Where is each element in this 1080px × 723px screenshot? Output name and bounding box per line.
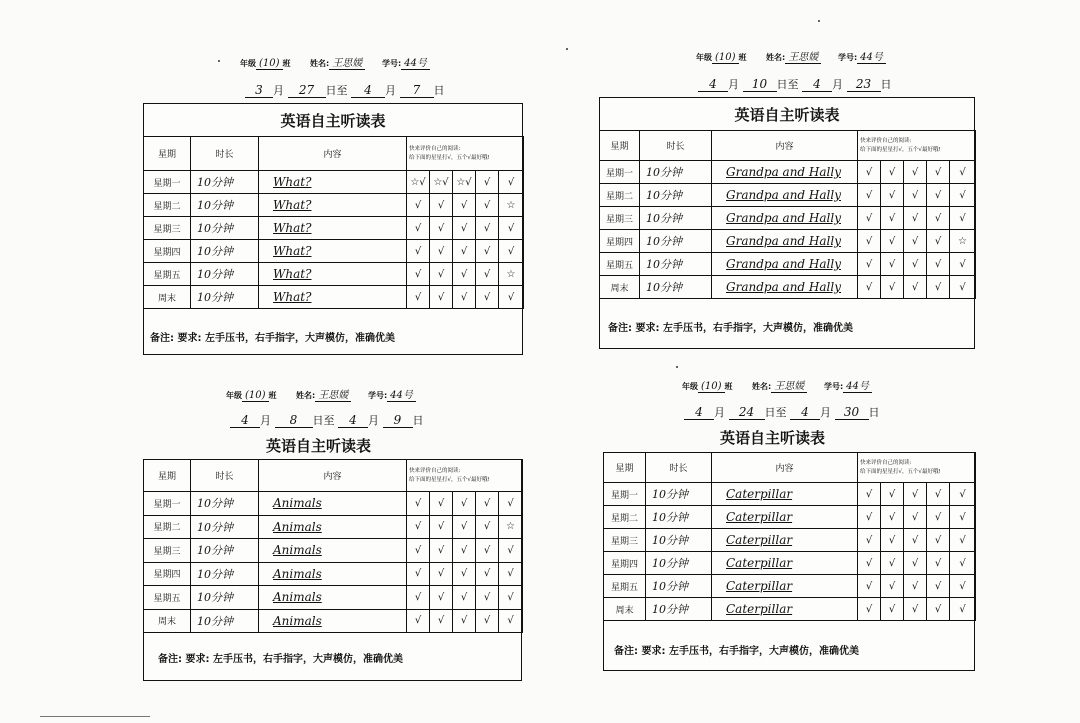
star-check-cell: √ bbox=[499, 586, 523, 610]
duration-cell: 10分钟 bbox=[191, 171, 259, 194]
col-content-header: 内容 bbox=[712, 453, 858, 483]
table-row bbox=[600, 161, 976, 184]
star-check-cell: √ bbox=[904, 529, 927, 552]
star-check-cell: √ bbox=[904, 598, 927, 621]
star-check-cell: √ bbox=[430, 492, 453, 516]
star-check-cell: √ bbox=[927, 506, 950, 529]
star-check-cell: √ bbox=[407, 194, 430, 217]
star-check-cell: √ bbox=[430, 217, 453, 240]
duration-cell: 10分钟 bbox=[191, 492, 259, 516]
star-check-cell: √ bbox=[881, 506, 904, 529]
self-rating-header: 快来评价自己的阅读: 给下面的星星打√，五个√最好哦! bbox=[407, 460, 523, 492]
log-table bbox=[143, 136, 524, 309]
table-title: 英语自主听读表 bbox=[720, 429, 826, 447]
weekday-cell: 星期一 bbox=[600, 161, 640, 184]
star-check-cell: √ bbox=[430, 515, 453, 539]
star-check-cell: ☆√ bbox=[407, 171, 430, 194]
content-cell: Caterpillar bbox=[712, 483, 858, 506]
star-check-cell: √ bbox=[950, 483, 976, 506]
content-cell: Animals bbox=[259, 586, 407, 610]
star-check-cell: √ bbox=[453, 562, 476, 586]
table-row bbox=[144, 263, 524, 286]
star-check-cell: √ bbox=[858, 575, 881, 598]
date-range: 4 月 24 日至 4 月 30 日 bbox=[684, 404, 880, 420]
col-content-header: 内容 bbox=[259, 460, 407, 492]
content-cell: Animals bbox=[259, 492, 407, 516]
star-check-cell: √ bbox=[430, 562, 453, 586]
content-cell: What? bbox=[259, 194, 407, 217]
content-cell: Grandpa and Hally bbox=[712, 276, 858, 299]
col-day-header: 星期 bbox=[600, 131, 640, 161]
duration-cell: 10分钟 bbox=[640, 276, 712, 299]
star-check-cell: √ bbox=[407, 539, 430, 563]
star-check-cell: √ bbox=[430, 609, 453, 633]
weekday-cell: 星期三 bbox=[144, 539, 191, 563]
weekday-cell: 星期四 bbox=[604, 552, 646, 575]
col-duration-header: 时长 bbox=[646, 453, 712, 483]
star-check-cell: √ bbox=[453, 217, 476, 240]
weekday-cell: 星期二 bbox=[144, 194, 191, 217]
star-check-cell: √ bbox=[858, 253, 881, 276]
star-check-cell: √ bbox=[499, 240, 524, 263]
star-check-cell: √ bbox=[453, 586, 476, 610]
star-check-cell: √ bbox=[453, 194, 476, 217]
col-content-header: 内容 bbox=[259, 137, 407, 171]
star-check-cell: √ bbox=[858, 506, 881, 529]
scan-speck bbox=[566, 48, 568, 50]
star-check-cell: √ bbox=[858, 230, 881, 253]
weekday-cell: 周末 bbox=[144, 286, 191, 309]
star-check-cell: √ bbox=[476, 217, 499, 240]
star-check-cell: √ bbox=[904, 552, 927, 575]
star-check-cell: √ bbox=[881, 483, 904, 506]
log-table bbox=[143, 459, 523, 633]
student-info-line: 年级 (10) 班 姓名: 王思媛 学号: 44号 bbox=[696, 48, 886, 63]
col-duration-header: 时长 bbox=[191, 460, 259, 492]
content-cell: Caterpillar bbox=[712, 506, 858, 529]
star-check-cell: √ bbox=[430, 194, 453, 217]
table-row bbox=[144, 217, 524, 240]
star-check-cell: √ bbox=[927, 184, 950, 207]
star-check-cell: √ bbox=[904, 483, 927, 506]
table-row bbox=[600, 184, 976, 207]
log-rows bbox=[600, 161, 976, 299]
star-check-cell: √ bbox=[950, 161, 976, 184]
duration-cell: 10分钟 bbox=[191, 586, 259, 610]
weekday-cell: 星期一 bbox=[604, 483, 646, 506]
weekday-cell: 星期五 bbox=[144, 263, 191, 286]
star-check-cell: √ bbox=[453, 492, 476, 516]
content-cell: Animals bbox=[259, 539, 407, 563]
table-row bbox=[600, 230, 976, 253]
table-row bbox=[144, 171, 524, 194]
content-cell: Grandpa and Hally bbox=[712, 207, 858, 230]
star-check-cell: √ bbox=[927, 207, 950, 230]
star-check-cell: √ bbox=[407, 609, 430, 633]
star-check-cell: √ bbox=[476, 492, 499, 516]
star-check-cell: √ bbox=[476, 562, 499, 586]
star-check-cell: √ bbox=[430, 240, 453, 263]
star-check-cell: √ bbox=[407, 217, 430, 240]
duration-cell: 10分钟 bbox=[646, 552, 712, 575]
star-check-cell: √ bbox=[453, 609, 476, 633]
log-frame bbox=[143, 459, 522, 681]
duration-cell: 10分钟 bbox=[646, 483, 712, 506]
star-check-cell: √ bbox=[476, 586, 499, 610]
star-check-cell: ☆ bbox=[950, 230, 976, 253]
star-check-cell: √ bbox=[950, 552, 976, 575]
star-check-cell: √ bbox=[476, 539, 499, 563]
table-row bbox=[604, 483, 976, 506]
content-cell: Animals bbox=[259, 562, 407, 586]
table-row bbox=[144, 539, 523, 563]
star-check-cell: √ bbox=[453, 240, 476, 263]
col-duration-header: 时长 bbox=[640, 131, 712, 161]
star-check-cell: √ bbox=[881, 552, 904, 575]
star-check-cell: √ bbox=[904, 575, 927, 598]
content-cell: Caterpillar bbox=[712, 575, 858, 598]
star-check-cell: √ bbox=[950, 207, 976, 230]
star-check-cell: √ bbox=[407, 515, 430, 539]
star-check-cell: √ bbox=[858, 529, 881, 552]
log-table bbox=[603, 452, 976, 621]
star-check-cell: √ bbox=[476, 194, 499, 217]
star-check-cell: √ bbox=[881, 253, 904, 276]
weekday-cell: 星期一 bbox=[144, 171, 191, 194]
content-cell: Grandpa and Hally bbox=[712, 253, 858, 276]
weekday-cell: 周末 bbox=[144, 609, 191, 633]
star-check-cell: √ bbox=[950, 276, 976, 299]
col-content-header: 内容 bbox=[712, 131, 858, 161]
star-check-cell: √ bbox=[858, 598, 881, 621]
weekday-cell: 星期三 bbox=[600, 207, 640, 230]
star-check-cell: √ bbox=[407, 263, 430, 286]
content-cell: Caterpillar bbox=[712, 598, 858, 621]
star-check-cell: √ bbox=[950, 506, 976, 529]
remark-note: 备注: 要求: 左手压书，右手指字，大声模仿，准确优美 bbox=[150, 333, 395, 344]
star-check-cell: √ bbox=[407, 286, 430, 309]
table-row bbox=[600, 207, 976, 230]
star-check-cell: √ bbox=[430, 286, 453, 309]
table-row bbox=[144, 586, 523, 610]
star-check-cell: √ bbox=[499, 539, 523, 563]
content-cell: Caterpillar bbox=[712, 552, 858, 575]
self-rating-header: 快来评价自己的阅读: 给下面的星星打√，五个√最好哦! bbox=[858, 131, 976, 161]
col-day-header: 星期 bbox=[144, 137, 191, 171]
duration-cell: 10分钟 bbox=[191, 194, 259, 217]
table-row bbox=[600, 276, 976, 299]
duration-cell: 10分钟 bbox=[191, 240, 259, 263]
table-title: 英语自主听读表 bbox=[280, 112, 386, 130]
date-range: 3 月 27 日至 4 月 7 日 bbox=[245, 82, 445, 98]
log-table bbox=[599, 130, 976, 299]
content-cell: Grandpa and Hally bbox=[712, 161, 858, 184]
table-row bbox=[144, 240, 524, 263]
scan-speck bbox=[818, 20, 820, 22]
table-row bbox=[604, 506, 976, 529]
duration-cell: 10分钟 bbox=[191, 539, 259, 563]
col-day-header: 星期 bbox=[604, 453, 646, 483]
table-title: 英语自主听读表 bbox=[266, 437, 372, 455]
star-check-cell: √ bbox=[407, 562, 430, 586]
star-check-cell: ☆√ bbox=[453, 171, 476, 194]
star-check-cell: √ bbox=[904, 276, 927, 299]
duration-cell: 10分钟 bbox=[640, 230, 712, 253]
star-check-cell: √ bbox=[430, 263, 453, 286]
duration-cell: 10分钟 bbox=[191, 609, 259, 633]
weekday-cell: 星期三 bbox=[144, 217, 191, 240]
star-check-cell: √ bbox=[453, 286, 476, 309]
star-check-cell: √ bbox=[927, 552, 950, 575]
log-frame bbox=[143, 103, 523, 355]
weekday-cell: 星期五 bbox=[144, 586, 191, 610]
table-row bbox=[144, 562, 523, 586]
duration-cell: 10分钟 bbox=[640, 253, 712, 276]
star-check-cell: √ bbox=[904, 161, 927, 184]
star-check-cell: √ bbox=[476, 609, 499, 633]
star-check-cell: √ bbox=[476, 286, 499, 309]
star-check-cell: √ bbox=[476, 515, 499, 539]
star-check-cell: √ bbox=[927, 529, 950, 552]
table-row bbox=[144, 492, 523, 516]
duration-cell: 10分钟 bbox=[646, 598, 712, 621]
weekday-cell: 周末 bbox=[604, 598, 646, 621]
remark-note: 备注: 要求: 左手压书，右手指字，大声模仿，准确优美 bbox=[608, 323, 853, 334]
table-row bbox=[144, 194, 524, 217]
table-row bbox=[144, 515, 523, 539]
date-range: 4 月 10 日至 4 月 23 日 bbox=[698, 76, 892, 92]
weekday-cell: 星期二 bbox=[600, 184, 640, 207]
star-check-cell: √ bbox=[927, 483, 950, 506]
star-check-cell: √ bbox=[430, 586, 453, 610]
student-info-line: 年级 (10) 班 姓名: 王思媛 学号: 44号 bbox=[682, 377, 872, 392]
weekday-cell: 星期四 bbox=[144, 562, 191, 586]
content-cell: Animals bbox=[259, 515, 407, 539]
star-check-cell: √ bbox=[881, 207, 904, 230]
duration-cell: 10分钟 bbox=[191, 263, 259, 286]
weekday-cell: 星期三 bbox=[604, 529, 646, 552]
star-check-cell: √ bbox=[858, 184, 881, 207]
table-row bbox=[600, 253, 976, 276]
star-check-cell: √ bbox=[904, 253, 927, 276]
star-check-cell: √ bbox=[858, 552, 881, 575]
star-check-cell: √ bbox=[858, 161, 881, 184]
star-check-cell: √ bbox=[904, 184, 927, 207]
content-cell: What? bbox=[259, 240, 407, 263]
star-check-cell: √ bbox=[904, 207, 927, 230]
star-check-cell: √ bbox=[904, 506, 927, 529]
star-check-cell: √ bbox=[950, 253, 976, 276]
table-title: 英语自主听读表 bbox=[734, 106, 840, 124]
table-row bbox=[604, 598, 976, 621]
log-frame bbox=[603, 452, 975, 671]
log-rows bbox=[144, 492, 523, 633]
table-row bbox=[604, 552, 976, 575]
scan-speck bbox=[676, 366, 678, 368]
remark-note: 备注: 要求: 左手压书，右手指字，大声模仿，准确优美 bbox=[614, 646, 859, 657]
col-duration-header: 时长 bbox=[191, 137, 259, 171]
scan-edge-mark bbox=[40, 716, 150, 717]
star-check-cell: √ bbox=[499, 609, 523, 633]
star-check-cell: ☆ bbox=[499, 515, 523, 539]
star-check-cell: √ bbox=[927, 575, 950, 598]
log-frame bbox=[599, 97, 975, 349]
star-check-cell: √ bbox=[499, 217, 524, 240]
weekday-cell: 星期五 bbox=[604, 575, 646, 598]
content-cell: Animals bbox=[259, 609, 407, 633]
content-cell: What? bbox=[259, 171, 407, 194]
duration-cell: 10分钟 bbox=[646, 506, 712, 529]
weekday-cell: 星期五 bbox=[600, 253, 640, 276]
star-check-cell: √ bbox=[499, 286, 524, 309]
star-check-cell: √ bbox=[407, 240, 430, 263]
star-check-cell: √ bbox=[476, 171, 499, 194]
duration-cell: 10分钟 bbox=[191, 286, 259, 309]
star-check-cell: √ bbox=[476, 263, 499, 286]
star-check-cell: √ bbox=[904, 230, 927, 253]
weekday-cell: 星期四 bbox=[144, 240, 191, 263]
star-check-cell: √ bbox=[927, 598, 950, 621]
log-rows bbox=[144, 171, 524, 309]
weekday-cell: 周末 bbox=[600, 276, 640, 299]
content-cell: Grandpa and Hally bbox=[712, 230, 858, 253]
star-check-cell: √ bbox=[499, 171, 524, 194]
student-info-line: 年级 (10) 班 姓名: 王思媛 学号: 44号 bbox=[240, 54, 430, 69]
table-row bbox=[144, 609, 523, 633]
date-range: 4 月 8 日至 4 月 9 日 bbox=[230, 412, 424, 428]
star-check-cell: √ bbox=[858, 276, 881, 299]
star-check-cell: √ bbox=[453, 539, 476, 563]
star-check-cell: √ bbox=[453, 515, 476, 539]
content-cell: What? bbox=[259, 217, 407, 240]
star-check-cell: √ bbox=[927, 161, 950, 184]
star-check-cell: √ bbox=[950, 529, 976, 552]
star-check-cell: ☆ bbox=[499, 263, 524, 286]
self-rating-header: 快来评价自己的阅读: 给下面的星星打√，五个√最好哦! bbox=[858, 453, 976, 483]
star-check-cell: √ bbox=[476, 240, 499, 263]
star-check-cell: √ bbox=[881, 529, 904, 552]
content-cell: Caterpillar bbox=[712, 529, 858, 552]
star-check-cell: √ bbox=[950, 575, 976, 598]
star-check-cell: √ bbox=[881, 598, 904, 621]
self-rating-header: 快来评价自己的阅读: 给下面的星星打√，五个√最好哦! bbox=[407, 137, 524, 171]
duration-cell: 10分钟 bbox=[640, 207, 712, 230]
content-cell: What? bbox=[259, 286, 407, 309]
star-check-cell: √ bbox=[881, 230, 904, 253]
table-row bbox=[604, 529, 976, 552]
remark-note: 备注: 要求: 左手压书，右手指字，大声模仿，准确优美 bbox=[158, 654, 403, 665]
star-check-cell: √ bbox=[881, 161, 904, 184]
star-check-cell: √ bbox=[407, 492, 430, 516]
duration-cell: 10分钟 bbox=[191, 562, 259, 586]
star-check-cell: √ bbox=[407, 586, 430, 610]
star-check-cell: √ bbox=[430, 539, 453, 563]
star-check-cell: √ bbox=[927, 276, 950, 299]
duration-cell: 10分钟 bbox=[640, 184, 712, 207]
star-check-cell: ☆√ bbox=[430, 171, 453, 194]
log-rows bbox=[604, 483, 976, 621]
star-check-cell: √ bbox=[950, 598, 976, 621]
star-check-cell: √ bbox=[927, 230, 950, 253]
star-check-cell: √ bbox=[453, 263, 476, 286]
table-row bbox=[144, 286, 524, 309]
duration-cell: 10分钟 bbox=[191, 217, 259, 240]
col-day-header: 星期 bbox=[144, 460, 191, 492]
student-info-line: 年级 (10) 班 姓名: 王思媛 学号: 44号 bbox=[226, 386, 416, 401]
duration-cell: 10分钟 bbox=[646, 529, 712, 552]
scan-speck bbox=[218, 60, 220, 62]
star-check-cell: √ bbox=[927, 253, 950, 276]
star-check-cell: √ bbox=[499, 562, 523, 586]
star-check-cell: √ bbox=[499, 492, 523, 516]
duration-cell: 10分钟 bbox=[646, 575, 712, 598]
weekday-cell: 星期四 bbox=[600, 230, 640, 253]
star-check-cell: √ bbox=[881, 575, 904, 598]
star-check-cell: ☆ bbox=[499, 194, 524, 217]
content-cell: Grandpa and Hally bbox=[712, 184, 858, 207]
star-check-cell: √ bbox=[858, 483, 881, 506]
star-check-cell: √ bbox=[858, 207, 881, 230]
weekday-cell: 星期二 bbox=[604, 506, 646, 529]
table-row bbox=[604, 575, 976, 598]
star-check-cell: √ bbox=[881, 276, 904, 299]
star-check-cell: √ bbox=[950, 184, 976, 207]
weekday-cell: 星期一 bbox=[144, 492, 191, 516]
star-check-cell: √ bbox=[881, 184, 904, 207]
duration-cell: 10分钟 bbox=[191, 515, 259, 539]
duration-cell: 10分钟 bbox=[640, 161, 712, 184]
content-cell: What? bbox=[259, 263, 407, 286]
weekday-cell: 星期二 bbox=[144, 515, 191, 539]
